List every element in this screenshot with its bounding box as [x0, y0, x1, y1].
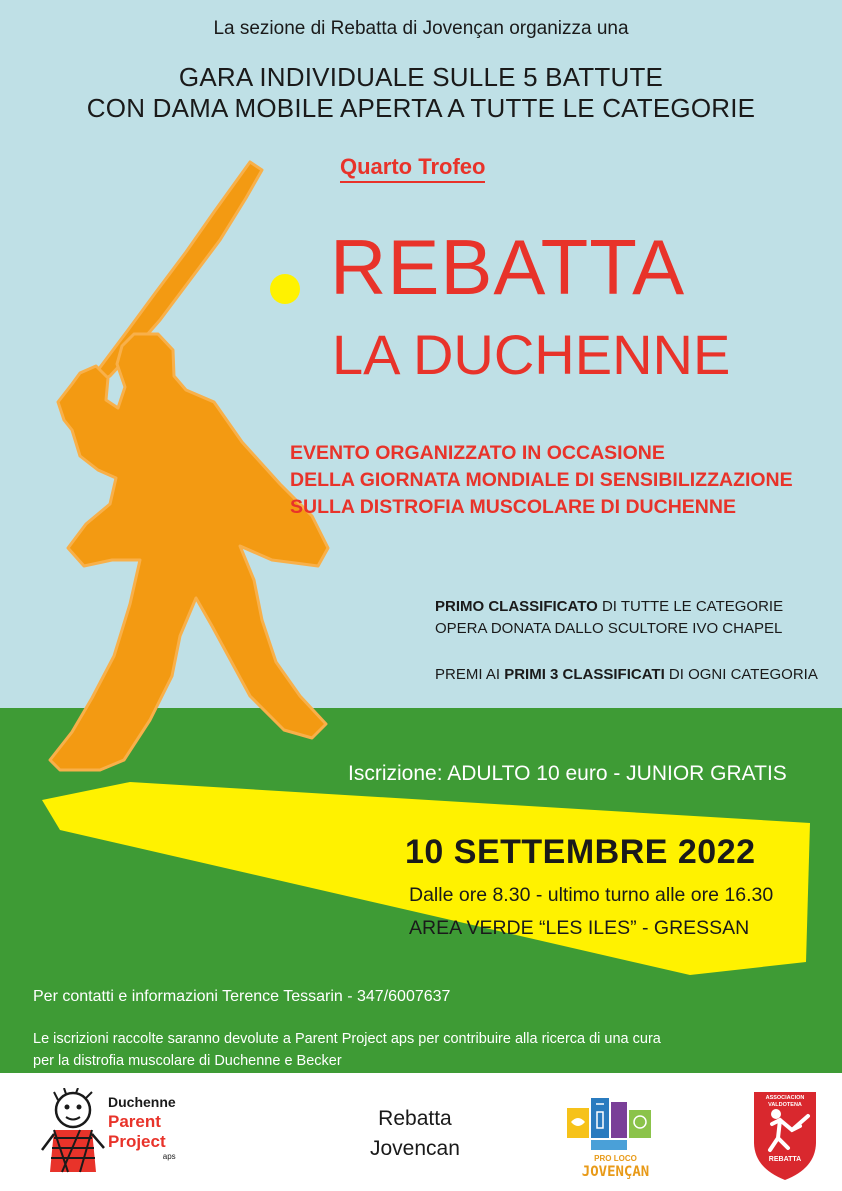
associacion-valdotena-logo	[750, 1090, 820, 1182]
event-description	[290, 440, 793, 521]
pro-loco-line1: PRO LOCO	[594, 1154, 637, 1163]
first-prize-rest: DI TUTTE LE CATEGORIE	[597, 598, 784, 615]
ball	[270, 274, 300, 304]
headline-line1: GARA INDIVIDUALE SULLE 5 BATTUTE	[178, 62, 664, 92]
donation-note-line1: Le iscrizioni raccolte saranno devolute a Parent Project aps per contribuire alla ricerca di una cura	[33, 1031, 661, 1047]
headline	[0, 62, 842, 124]
event-place: AREA VERDE “LES ILES” - GRESSAN	[409, 917, 750, 939]
event-time: Dalle ore 8.30 - ultimo turno alle ore 16.30	[409, 884, 774, 906]
player-silhouette	[50, 162, 328, 770]
category-prizes-rest: DI OGNI CATEGORIA	[664, 666, 818, 683]
contacts: Per contatti e informazioni Terence Tessarin - 347/6007637	[33, 988, 451, 1005]
event-date: 10 SETTEMBRE 2022	[405, 833, 756, 871]
yellow-spotlight	[42, 782, 810, 975]
rebatta-logo-line2: Jovencan	[370, 1137, 460, 1160]
pro-loco-tiles-icon	[563, 1092, 668, 1154]
registration-fee: Iscrizione: ADULTO 10 euro - JUNIOR GRATIS	[348, 762, 787, 785]
duchenne-parent-project-logo	[40, 1088, 200, 1178]
category-prizes-pre: PREMI AI	[435, 666, 505, 683]
dpp-line1: Duchenne	[108, 1094, 176, 1110]
dpp-line2: Parent	[108, 1112, 161, 1131]
donation-note-line2: per la distrofia muscolare di Duchenne e Becker	[33, 1053, 342, 1069]
event-line2: DELLA GIORNATA MONDIALE DI SENSIBILIZZAZIONE	[290, 469, 793, 491]
donation-note	[33, 1028, 753, 1072]
title-line2: LA DUCHENNE	[332, 323, 731, 386]
event-line3: SULLA DISTROFIA MUSCOLARE DI DUCHENNE	[290, 496, 736, 518]
assoc-line1: ASSOCIACION VALDOTENA	[765, 1095, 805, 1108]
intro-text: La sezione di Rebatta di Jovençan organizza una	[213, 18, 629, 39]
first-prize-bold: PRIMO CLASSIFICATO	[435, 598, 598, 615]
first-prize-line2: OPERA DONATA DALLO SCULTORE IVO CHAPEL	[435, 620, 783, 637]
dpp-line3: Project	[108, 1132, 166, 1151]
dpp-logo-text	[108, 1092, 176, 1162]
rebatta-logo-line1: Rebatta	[378, 1107, 452, 1130]
category-prizes	[435, 664, 818, 686]
title-line1: REBATTA	[330, 223, 686, 311]
pro-loco-jovencan-logo	[563, 1092, 668, 1182]
event-line1: EVENTO ORGANIZZATO IN OCCASIONE	[290, 442, 665, 464]
pro-loco-line2: JOVENÇAN	[581, 1164, 650, 1180]
first-prize	[435, 596, 783, 640]
rebatta-jovencan-logo	[370, 1104, 460, 1164]
headline-line2: CON DAMA MOBILE APERTA A TUTTE LE CATEGORIE	[86, 93, 756, 123]
subtitle: Quarto Trofeo	[340, 154, 485, 183]
dpp-line4: aps	[162, 1152, 176, 1161]
category-prizes-bold: PRIMI 3 CLASSIFICATI	[504, 666, 665, 683]
assoc-line2: REBATTA	[768, 1156, 802, 1163]
child-drawing-icon	[40, 1088, 106, 1178]
